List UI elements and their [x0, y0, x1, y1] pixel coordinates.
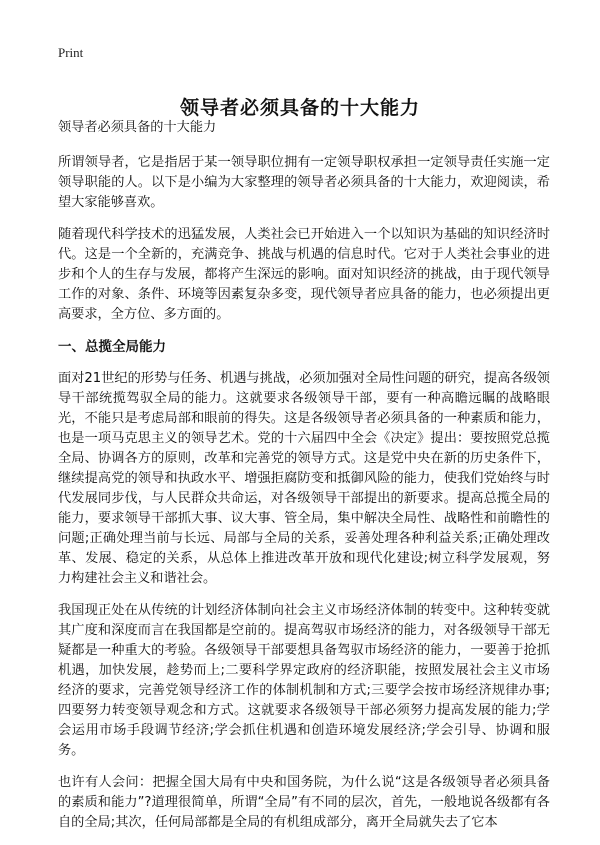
context-paragraph: 随着现代科学技术的迅猛发展，人类社会已开始进入一个以知识为基础的知识经济时代。这是一个全新的，充满竞争、挑战与机遇的信息时代。它对于人类社会事业的进步和个人的生存与发展，都将产生深远的影响。面对知识经济的挑战，由于现代领导工作的对象、条件、环境等因素复杂多变，现代领导者应具备的能力，也必须提出更高要求，全方位、多方面的。 [58, 227, 550, 322]
document-title: 领导者必须具备的十大能力 [179, 96, 420, 119]
document-subtitle: 领导者必须具备的十大能力 [58, 120, 217, 135]
section-paragraph: 也许有人会问：把握全国大局有中央和国务院，为什么说“这是各级领导者必须具备的素质和能力”?道理很简单，所谓“全局”有不同的层次，首先，一般地说各级都有各自的全局;其次，任何局部都是全局的有机组成部分，离开全局就失去了它本 [58, 775, 550, 830]
section-heading: 一、总揽全局能力 [58, 339, 166, 355]
section-paragraph: 我国现正处在从传统的计划经济体制向社会主义市场经济体制的转变中。这种转变就其广度和深度而言在我国都是空前的。提高驾驭市场经济的能力，对各级领导干部无疑都是一种重大的考验。各级领导干部要想具备驾驭市场经济的能力，一要善于抢抓机遇，加快发展，趁势而上;二要科学界定政府的经济职能，按照发展社会主义市场经济的要求，完善党领导经济工作的体制机制和方式;三要学会按市场经济规律办事;四要努力转变领导观念和方式。这就要求各级领导干部必须努力提高发展的能力;学会运用市场手段调节经济;学会抓住机遇和创造环境发展经济;学会引导、协调和服务。 [58, 603, 550, 758]
print-label[interactable]: Print [58, 45, 84, 60]
section-paragraph: 面对21世纪的形势与任务、机遇与挑战，必须加强对全局性问题的研究，提高各级领导干部统揽驾驭全局的能力。这就要求各级领导干部，要有一种高瞻远瞩的战略眼光，不能只是考虑局部和眼前的得失。这是各级领导者必须具备的一种素质和能力，也是一项马克思主义的领导艺术。党的十六届四中全会《决定》提出：要按照党总揽全局、协调各方的原则，改革和完善党的领导方式。这是党中央在新的历史条件下，继续提高党的领导和执政水平、增强拒腐防变和抵御风险的能力，使我们党始终与时代发展同步伐，与人民群众共命运，对各级领导干部提出的新要求。提高总揽全局的能力，要求领导干部抓大事、议大事、管全局，集中解决全局性、战略性和前瞻性的问题;正确处理当前与长远、局部与全局的关系，妥善处理各种利益关系;正确处理改革、发展、稳定的关系，从总体上推进改革开放和现代化建设;树立科学发展观，努力构建社会主义和谐社会。 [58, 371, 550, 586]
intro-paragraph: 所谓领导者，它是指居于某一领导职位拥有一定领导职权承担一定领导责任实施一定领导职能的人。以下是小编为大家整理的领导者必须具备的十大能力，欢迎阅读，希望大家能够喜欢。 [58, 155, 550, 210]
document-body [58, 118, 550, 845]
